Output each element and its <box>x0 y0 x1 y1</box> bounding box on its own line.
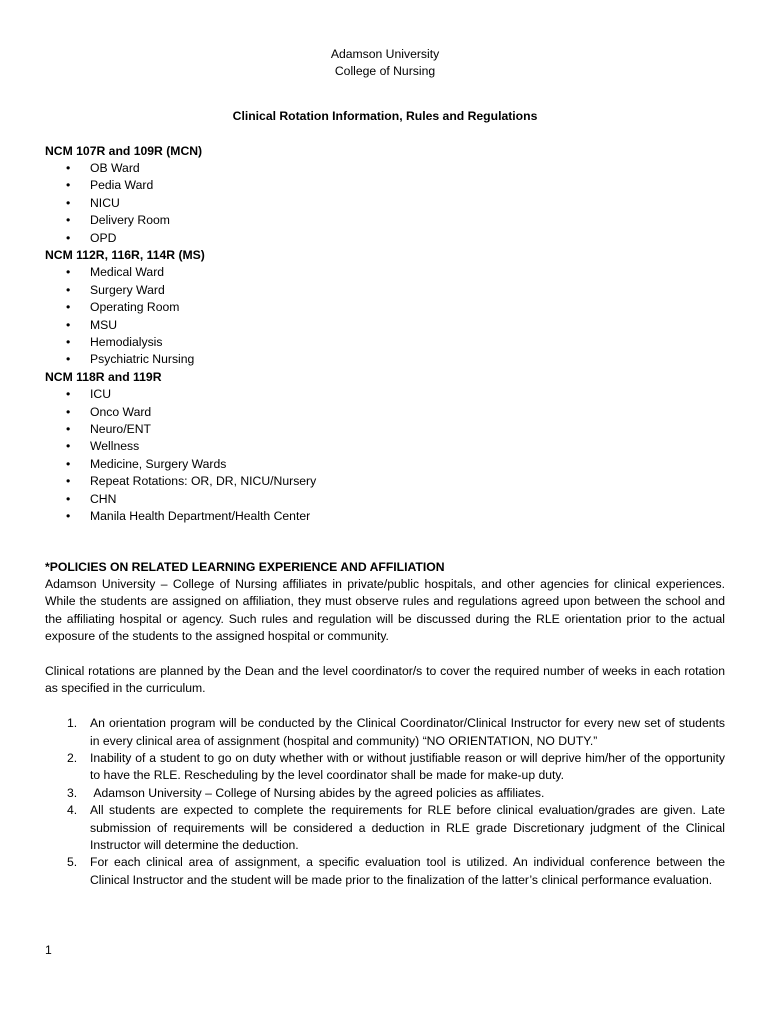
list-item: • OPD <box>45 230 725 247</box>
list-item: • Wellness <box>45 438 725 455</box>
list-item: • CHN <box>45 491 725 508</box>
rule-text: Adamson University – College of Nursing abides by the agreed policies as affiliates. <box>90 785 545 800</box>
list-item: • Neuro/ENT <box>45 421 725 438</box>
rule-item <box>45 802 725 854</box>
list-item: • OB Ward <box>45 160 725 177</box>
rule-item <box>45 854 725 889</box>
rule-number: 3. <box>67 785 78 800</box>
rule-text: For each clinical area of assignment, a specific evaluation tool is utilized. An individual conference between the Clinical Instructor and the student will be made prior to the finalization of the latter’s clinical performance evaluation. <box>90 855 725 887</box>
course-section <box>45 247 725 369</box>
course-section <box>45 143 725 247</box>
ward-list <box>45 264 725 368</box>
rule-text: An orientation program will be conducted by the Clinical Coordinator/Clinical Instructor for every new set of students in every clinical area of assignment (hospital and community) “NO ORIENTATION, NO DUTY.” <box>90 716 725 748</box>
list-item: • Surgery Ward <box>45 282 725 299</box>
course-heading: NCM 107R and 109R (MCN) <box>45 143 203 158</box>
course-section <box>45 369 725 526</box>
list-item: • Operating Room <box>45 299 725 316</box>
list-item: • Pedia Ward <box>45 177 725 194</box>
college-name: College of Nursing <box>334 64 436 79</box>
course-heading: NCM 118R and 119R <box>45 369 162 384</box>
page-number: 1 <box>45 943 52 957</box>
ward-list <box>45 160 725 247</box>
document-title: Clinical Rotation Information, Rules and Regulations <box>232 108 538 123</box>
document-page <box>45 46 725 889</box>
rule-item <box>45 715 725 750</box>
university-name: Adamson University <box>330 47 440 61</box>
list-item: • Hemodialysis <box>45 334 725 351</box>
policy-paragraph: Adamson University – College of Nursing affiliates in private/public hospitals, and other agencies for clinical experiences. While the students are assigned on affiliation, they must observe rules and regulations agreed upon between the school and the affiliating hospital or agency. Such rules and regulation will be discussed during the RLE orientation prior to the actual exposure of the students to the assigned hospital or community. <box>45 576 725 644</box>
rule-text: Inability of a student to go on duty whether with or without justifiable reason or will deprive him/her of the opportunity to have the RLE. Rescheduling by the level coordinator shall be made for make-up duty. <box>90 750 725 783</box>
rule-number: 4. <box>67 803 78 818</box>
list-item: • NICU <box>45 195 725 212</box>
rule-item <box>45 750 725 785</box>
list-item: • Onco Ward <box>45 404 725 421</box>
ward-list <box>45 386 725 525</box>
rule-number: 5. <box>67 855 78 870</box>
rule-number: 2. <box>67 750 78 765</box>
policies-heading: *POLICIES ON RELATED LEARNING EXPERIENCE AND AFFILIATION <box>45 559 445 574</box>
list-item: • Medicine, Surgery Wards <box>45 456 725 473</box>
list-item: • MSU <box>45 317 725 334</box>
list-item: • ICU <box>45 386 725 403</box>
list-item: • Repeat Rotations: OR, DR, NICU/Nursery <box>45 473 725 490</box>
list-item: • Psychiatric Nursing <box>45 351 725 368</box>
list-item: • Medical Ward <box>45 264 725 281</box>
list-item: • Delivery Room <box>45 212 725 229</box>
rules-list <box>45 715 725 889</box>
course-heading: NCM 112R, 116R, 114R (MS) <box>45 248 205 263</box>
rule-text: All students are expected to complete the requirements for RLE before clinical evaluation/grades are given. Late submission of requirements will be considered a deduction in RLE grade Discretionary judgment of the Clinical Instructor will determine the deduction. <box>90 803 725 852</box>
list-item: • Manila Health Department/Health Center <box>45 508 725 525</box>
rule-item <box>45 785 725 802</box>
policy-paragraph: Clinical rotations are planned by the Dean and the level coordinator/s to cover the required number of weeks in each rotation as specified in the curriculum. <box>45 663 725 696</box>
rule-number: 1. <box>67 716 78 731</box>
